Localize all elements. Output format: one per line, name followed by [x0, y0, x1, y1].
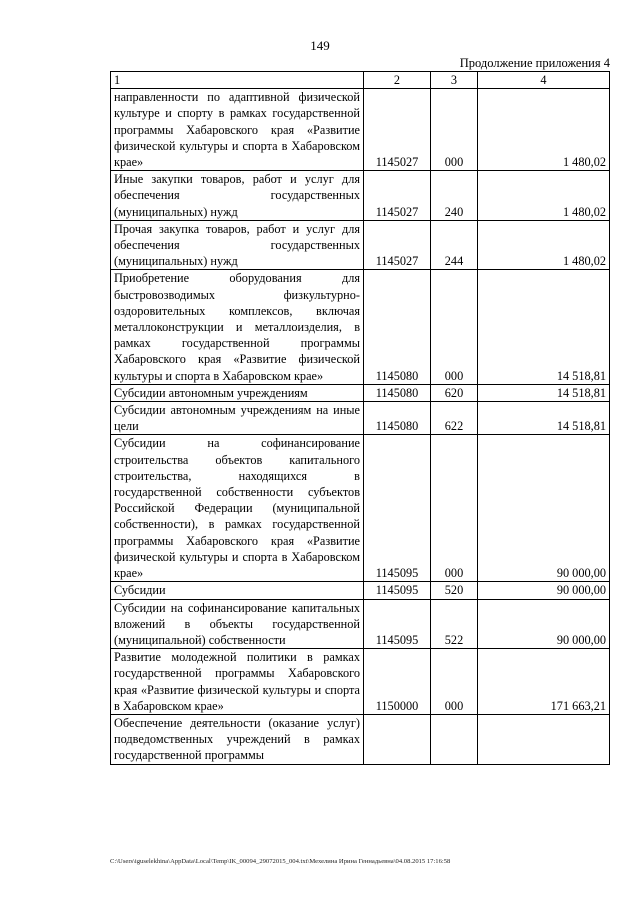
row-type: 522: [431, 599, 478, 649]
row-name: Субсидии: [111, 582, 364, 599]
row-type: 520: [431, 582, 478, 599]
table-row: [111, 402, 610, 435]
row-sum: 90 000,00: [478, 599, 610, 649]
row-code: 1145080: [364, 270, 431, 384]
table-row: [111, 270, 610, 384]
row-type: 000: [431, 270, 478, 384]
row-sum: 14 518,81: [478, 402, 610, 435]
page-number: 149: [310, 38, 330, 53]
row-code: 1150000: [364, 649, 431, 715]
header-col-1: 1: [111, 72, 364, 89]
row-code: 1145080: [364, 402, 431, 435]
row-sum: [478, 714, 610, 764]
row-name: Прочая закупка товаров, работ и услуг для обеспечения государственных (муниципальных) нужд: [111, 220, 364, 270]
table-row: [111, 435, 610, 582]
table-row: [111, 384, 610, 401]
row-code: 1145095: [364, 582, 431, 599]
row-code: 1145095: [364, 599, 431, 649]
row-type: 620: [431, 384, 478, 401]
table-row: [111, 171, 610, 221]
file-path-footer: C:\Users\iguselekhina\AppData\Local\Temp\IK_00094_29072015_004.txt\Мехелина Ирина Геннадьевна\04.08.2015 17:16:58: [110, 858, 451, 865]
row-sum: 1 480,02: [478, 89, 610, 171]
row-name: Обеспечение деятельности (оказание услуг) подведомственных учреждений в рамках государственной программы: [111, 714, 364, 764]
row-name: Субсидии автономным учреждениям на иные цели: [111, 402, 364, 435]
row-name: Иные закупки товаров, работ и услуг для обеспечения государственных (муниципальных) нужд: [111, 171, 364, 221]
row-code: 1145095: [364, 435, 431, 582]
row-code: 1145027: [364, 171, 431, 221]
row-type: 622: [431, 402, 478, 435]
budget-table: [110, 71, 610, 765]
table-row: [111, 714, 610, 764]
row-name: Субсидии на софинансирование капитальных вложений в объекты государственной (муниципальной) собственности: [111, 599, 364, 649]
row-type: 000: [431, 435, 478, 582]
row-type: [431, 714, 478, 764]
table-row: [111, 649, 610, 715]
header-col-2: 2: [364, 72, 431, 89]
row-sum: 90 000,00: [478, 582, 610, 599]
row-code: 1145027: [364, 89, 431, 171]
row-sum: 1 480,02: [478, 220, 610, 270]
row-type: 000: [431, 649, 478, 715]
row-code: 1145080: [364, 384, 431, 401]
row-sum: 14 518,81: [478, 270, 610, 384]
row-sum: 14 518,81: [478, 384, 610, 401]
row-code: [364, 714, 431, 764]
row-type: 000: [431, 89, 478, 171]
table-row: [111, 582, 610, 599]
row-name: Субсидии автономным учреждениям: [111, 384, 364, 401]
table-header-row: [111, 72, 610, 89]
row-sum: 1 480,02: [478, 171, 610, 221]
header-col-3: 3: [431, 72, 478, 89]
table-row: [111, 89, 610, 171]
row-code: 1145027: [364, 220, 431, 270]
row-sum: 90 000,00: [478, 435, 610, 582]
row-name: Субсидии на софинансирование строительства объектов капитального строительства, находящихся в государственной собственности субъектов Российской Федерации (муниципальной собственности), в рамках государственной программы Хабаровского края «Развитие физической культуры и спорта в Хабаровском крае»: [111, 435, 364, 582]
row-type: 244: [431, 220, 478, 270]
row-name: Развитие молодежной политики в рамках государственной программы Хабаровского края «Развитие физической культуры и спорта в Хабаровском крае»: [111, 649, 364, 715]
table-row: [111, 220, 610, 270]
row-name: направленности по адаптивной физической культуре и спорту в рамках государственной программы Хабаровского края «Развитие физической культуры и спорта в Хабаровском крае»: [111, 89, 364, 171]
continuation-label: Продолжение приложения 4: [459, 56, 610, 70]
row-sum: 171 663,21: [478, 649, 610, 715]
header-col-4: 4: [478, 72, 610, 89]
row-name: Приобретение оборудования для быстровозводимых физкультурно-оздоровительных комплексов, включая металлоконструкции и металлоизделия, в рамках государственной программы Хабаровского края «Развитие физической культуры и спорта в Хабаровском крае»: [111, 270, 364, 384]
table-row: [111, 599, 610, 649]
row-type: 240: [431, 171, 478, 221]
